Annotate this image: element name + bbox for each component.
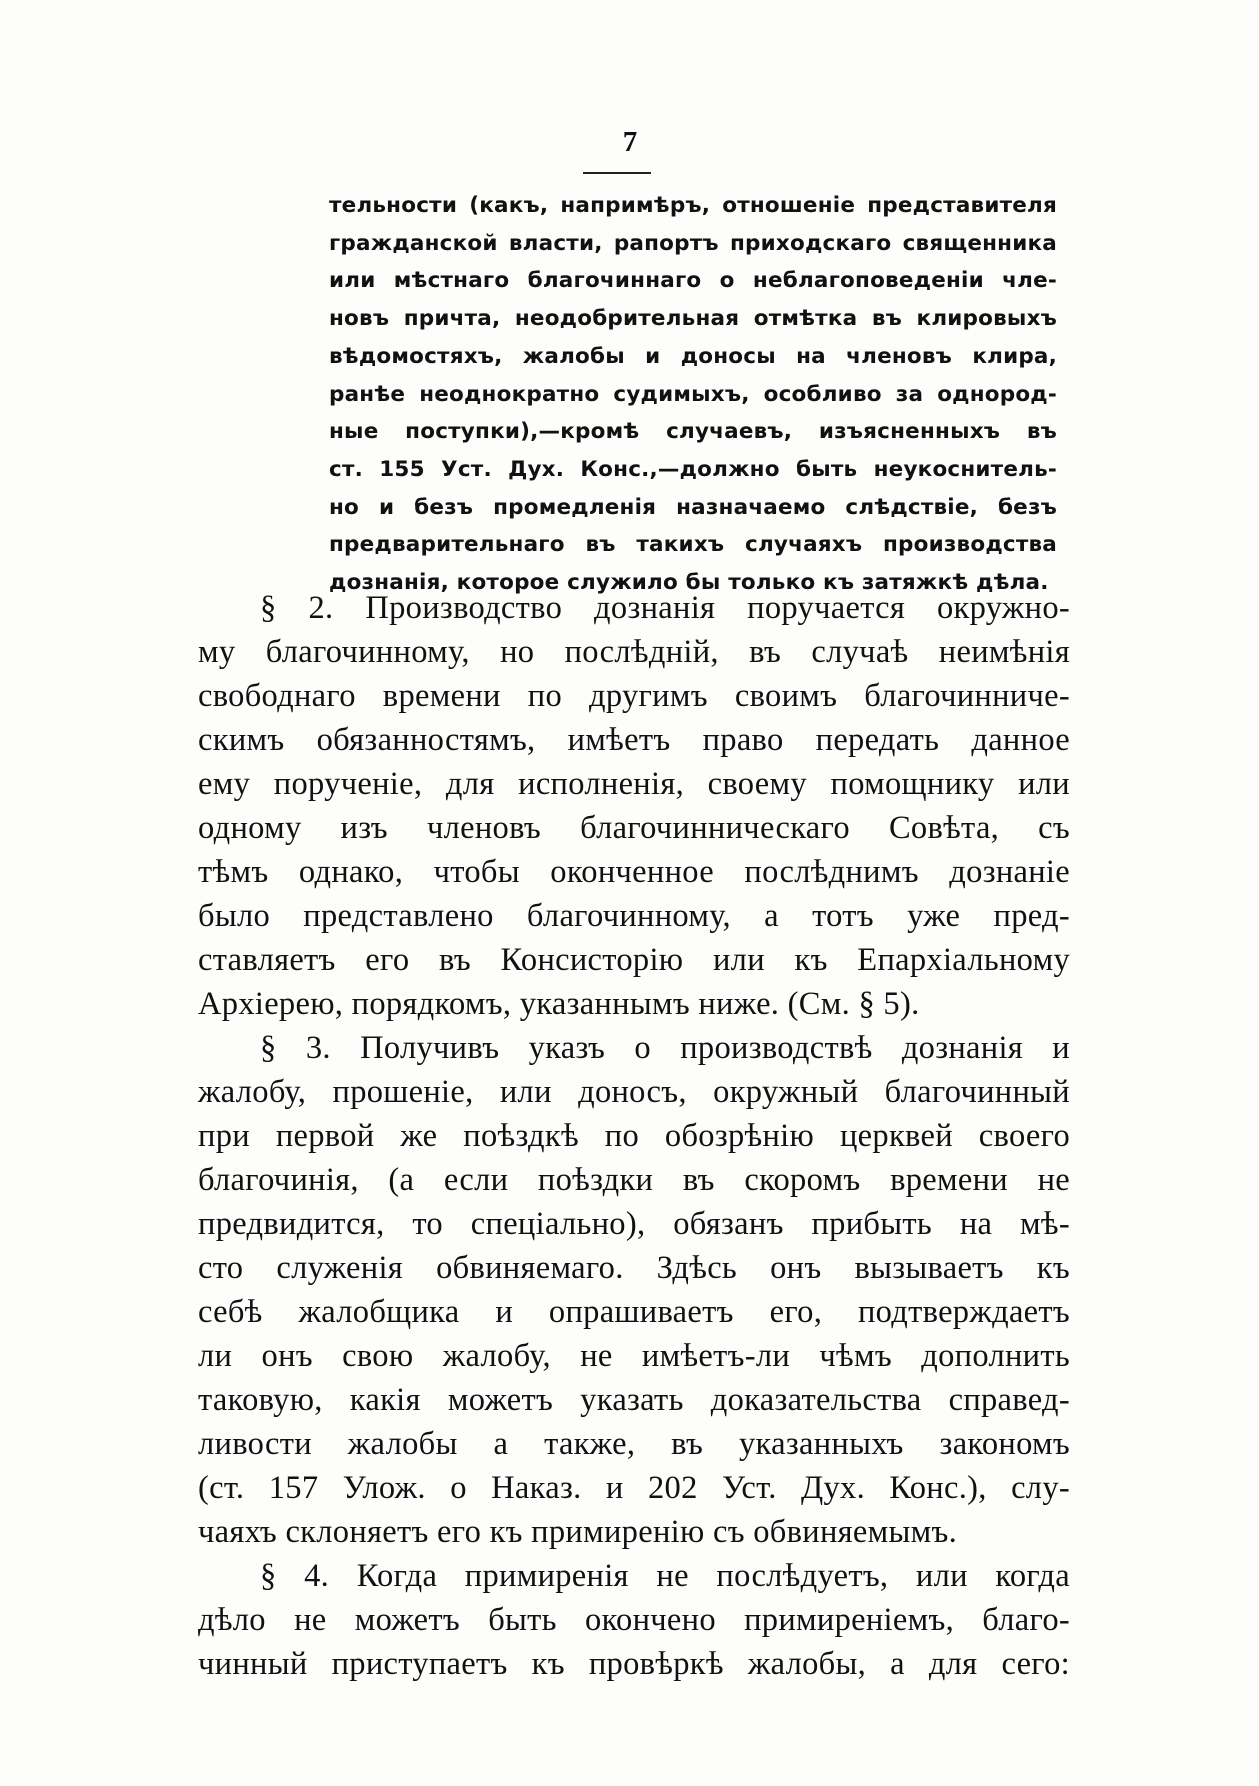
quote-line: вѣдомостяхъ, жалобы и доносы на членовъ клира, <box>329 343 1057 369</box>
text-line: благочинія, (а если поѣздки въ скоромъ времени не <box>198 1162 1070 1198</box>
text-line: предвидится, то спеціально), обязанъ прибыть на мѣ- <box>198 1206 1070 1242</box>
text-line: (ст. 157 Улож. о Наказ. и 202 Уст. Дух. Конс.), слу- <box>198 1470 1070 1506</box>
quoted-passage <box>329 187 1057 602</box>
paragraph-3 <box>198 1026 1070 1554</box>
paragraph-2 <box>198 586 1070 1026</box>
quote-line: новъ причта, неодобрительная отмѣтка въ клировыхъ <box>329 306 1057 332</box>
text-line: му благочинному, но послѣдній, въ случаѣ неимѣнія <box>198 634 1070 670</box>
text-line: таковую, какія можетъ указать доказательства справед- <box>198 1382 1070 1418</box>
text-line: было представлено благочинному, а тотъ уже пред- <box>198 898 1070 934</box>
quote-line: ранѣе неоднократно судимыхъ, особливо за однород- <box>329 381 1057 407</box>
text-line: § 4. Когда примиренія не послѣдуетъ, или когда <box>260 1558 1070 1594</box>
quote-line: гражданской власти, рапортъ приходскаго священника <box>329 230 1057 256</box>
quote-line: или мѣстнаго благочиннаго о неблагоповеденіи чле- <box>329 268 1057 294</box>
text-line: ему порученіе, для исполненія, своему помощнику или <box>198 766 1070 802</box>
text-line: тѣмъ однако, чтобы оконченное послѣднимъ дознаніе <box>198 854 1070 890</box>
paragraph-4 <box>198 1554 1070 1686</box>
text-line: Архіерею, порядкомъ, указаннымъ ниже. (См. § 5). <box>198 986 920 1022</box>
quote-line: предварительнаго въ такихъ случаяхъ производства <box>329 532 1057 558</box>
text-line: при первой же поѣздкѣ по обозрѣнію церквей своего <box>198 1118 1070 1154</box>
text-line: дѣло не можетъ быть окончено примиреніемъ, благо- <box>198 1602 1070 1638</box>
page-number-rule <box>583 172 651 174</box>
text-line: сто служенія обвиняемаго. Здѣсь онъ вызываетъ къ <box>198 1250 1070 1286</box>
text-line: скимъ обязанностямъ, имѣетъ право передать данное <box>198 722 1070 758</box>
text-line: чаяхъ склоняетъ его къ примиренію съ обвиняемымъ. <box>198 1514 958 1550</box>
quote-line: тельности (какъ, напримѣръ, отношеніе представителя <box>329 193 1057 218</box>
text-line: § 3. Получивъ указъ о производствѣ дознанія и <box>260 1030 1070 1066</box>
quote-line: но и безъ промедленія назначаемо слѣдствіе, безъ <box>329 494 1057 520</box>
quote-line: ст. 155 Уст. Дух. Конс.,—должно быть неукоснитель- <box>329 456 1057 482</box>
text-line: жалобу, прошеніе, или доносъ, окружный благочинный <box>198 1074 1070 1110</box>
quote-line: дознанія, которое служило бы только къ затяжкѣ дѣла. <box>329 570 1049 596</box>
main-text <box>198 586 1070 1686</box>
text-line: ливости жалобы а также, въ указанныхъ закономъ <box>198 1426 1070 1462</box>
text-line: § 2. Производство дознанія поручается окружно- <box>260 590 1070 626</box>
page-number: 7 <box>622 126 638 158</box>
quote-line: ные поступки),—кромѣ случаевъ, изъясненныхъ въ <box>329 419 1057 445</box>
text-line: чинный приступаетъ къ провѣркѣ жалобы, а для сего: <box>198 1646 1070 1682</box>
text-line: ли онъ свою жалобу, не имѣетъ-ли чѣмъ дополнить <box>198 1338 1070 1374</box>
text-line: себѣ жалобщика и опрашиваетъ его, подтверждаетъ <box>198 1294 1070 1330</box>
text-line: одному изъ членовъ благочинническаго Совѣта, съ <box>198 810 1070 846</box>
text-line: ставляетъ его въ Консисторію или къ Епархіальному <box>198 942 1070 978</box>
text-line: свободнаго времени по другимъ своимъ благочинниче- <box>198 678 1070 714</box>
